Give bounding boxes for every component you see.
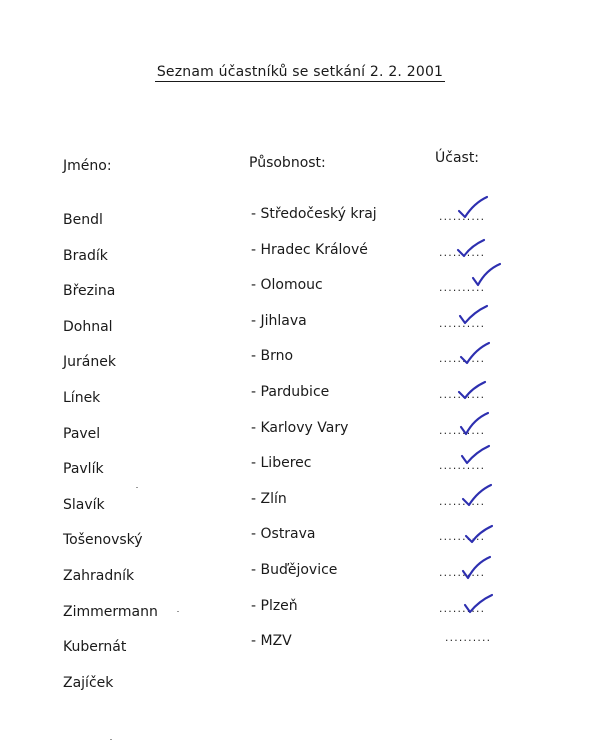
participant-region: - Hradec Králové <box>251 241 368 258</box>
checkmark-icon <box>458 441 492 471</box>
attendance-dotted-line: .......... <box>438 568 485 579</box>
participant-name: Zimmermann <box>63 603 158 620</box>
attendance-dotted-line: .......... <box>438 284 485 295</box>
participant-name: Bendl <box>63 212 103 228</box>
attendance-dotted-line: .......... <box>438 533 485 544</box>
list-item <box>0 560 600 596</box>
participant-name: Pavlík <box>63 461 104 478</box>
participant-region: - Středočeský kraj <box>251 206 377 222</box>
checkmark-icon <box>460 481 494 511</box>
list-item <box>0 667 600 703</box>
attendance-dotted-line: .......... <box>438 426 485 437</box>
checkmark-icon <box>458 339 492 369</box>
list-item <box>0 204 600 240</box>
attendance-dotted-line: .......... <box>438 319 485 330</box>
list-item <box>0 275 600 311</box>
list-item <box>0 489 600 525</box>
checkmark-icon <box>470 261 504 291</box>
list-item <box>0 596 600 632</box>
checkmark-icon <box>461 590 495 620</box>
participant-list <box>0 204 600 702</box>
participant-region: - Pardubice <box>251 383 330 400</box>
attendance-dotted-line: .......... <box>438 248 485 259</box>
checkmark-icon <box>455 376 489 406</box>
attendance-dotted-line: .......... <box>438 355 485 366</box>
participant-name: Slavík <box>63 496 105 513</box>
attendance-dotted-line: .......... <box>438 390 485 401</box>
list-item <box>0 631 600 667</box>
list-item <box>0 311 600 347</box>
participant-region: - Plzeň <box>251 597 298 614</box>
checkmark-icon <box>462 520 496 550</box>
checkmark-icon <box>456 301 490 331</box>
participant-region: - Liberec <box>251 455 312 472</box>
list-item <box>0 240 600 276</box>
attendance-dotted-line: .......... <box>438 604 485 615</box>
list-item <box>0 524 600 560</box>
checkmark-icon <box>456 193 490 223</box>
participant-name: Zajíček <box>63 674 114 691</box>
participant-name: Kubernát <box>63 639 127 656</box>
participant-name: Tošenovský <box>63 532 143 549</box>
participant-name: Zahradník <box>63 567 135 584</box>
list-item <box>0 453 600 489</box>
participant-region: - Ostrava <box>251 526 316 543</box>
participant-name: Bradík <box>63 247 108 264</box>
list-item <box>0 382 600 418</box>
column-header-attendance: Účast: <box>435 150 480 166</box>
column-header-name: Jméno: <box>63 158 112 174</box>
checkmark-icon <box>458 410 492 440</box>
attendance-dotted-line: .......... <box>444 634 491 645</box>
participant-name: Juránek <box>63 354 116 371</box>
scan-speck <box>177 611 179 612</box>
participant-region: - MZV <box>251 633 292 650</box>
participant-name: Línek <box>63 389 101 406</box>
scan-speck <box>136 487 138 488</box>
page-title: Seznam účastníků se setkání 2. 2. 2001 <box>156 64 444 80</box>
participant-region: - Karlovy Vary <box>251 419 349 436</box>
attendance-dotted-line: .......... <box>438 497 485 508</box>
participant-region: - Jihlava <box>251 312 307 329</box>
column-header-region: Působnost: <box>249 155 326 171</box>
attendance-dotted-line: .......... <box>438 213 485 223</box>
participant-region: - Olomouc <box>251 277 323 294</box>
participant-region: - Brno <box>251 348 294 365</box>
attendance-dotted-line: .......... <box>438 462 485 473</box>
checkmark-icon <box>460 554 494 584</box>
participant-name: Březina <box>63 283 116 300</box>
scan-speck <box>110 739 112 740</box>
checkmark-icon <box>454 234 488 264</box>
participant-name: Pavel <box>63 425 101 442</box>
list-item <box>0 346 600 382</box>
participant-region: - Buďějovice <box>251 561 338 578</box>
participant-name: Dohnal <box>63 318 113 335</box>
list-item <box>0 418 600 454</box>
participant-region: - Zlín <box>251 490 287 507</box>
